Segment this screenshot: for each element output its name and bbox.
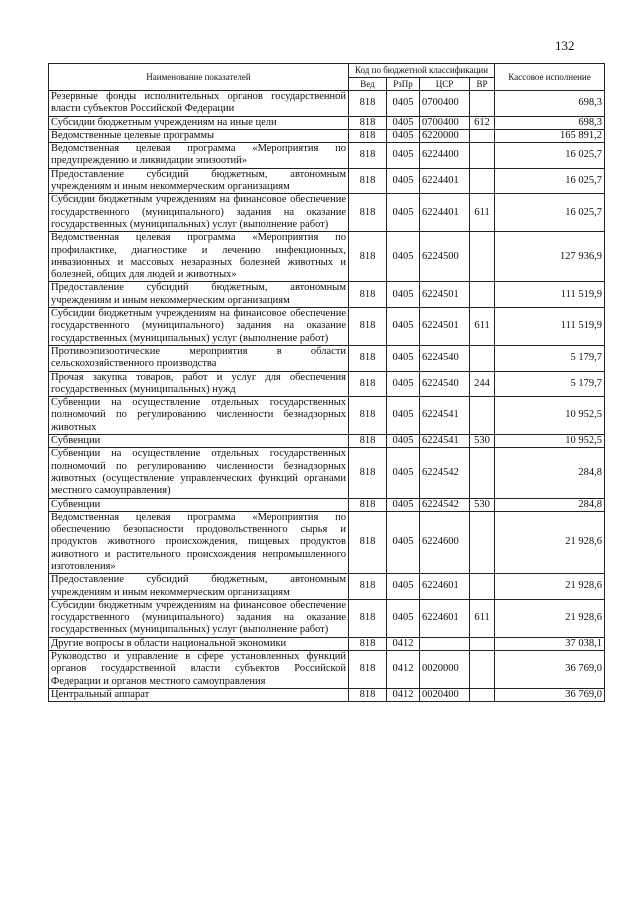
cell-rzpr: 0405	[387, 129, 420, 142]
cell-csr: 0020000	[420, 651, 470, 689]
header-csr: ЦСР	[420, 78, 470, 91]
cell-vr: 611	[470, 308, 495, 346]
cell-ved: 818	[349, 688, 387, 701]
table-row	[49, 116, 605, 129]
cell-vr	[470, 574, 495, 600]
cell-vr: 611	[470, 599, 495, 637]
table-row	[49, 143, 605, 169]
cell-csr: 6224542	[420, 498, 470, 511]
cell-vr	[470, 448, 495, 498]
cell-sum: 16 025,7	[495, 143, 605, 169]
cell-vr: 530	[470, 498, 495, 511]
cell-name: Субсидии бюджетным учреждениям на финансовое обеспечение государственного (муниципального) задания на оказание государственных (муниципальных) услуг (выполнение работ)	[49, 308, 349, 346]
cell-name: Ведомственная целевая программа «Мероприятия по профилактике, диагностике и лечению инфекционных, инвазионных и массовых незаразных болезней животных и болезней, общих для людей и животных»	[49, 232, 349, 282]
cell-csr: 6220000	[420, 129, 470, 142]
cell-csr: 6224601	[420, 599, 470, 637]
cell-ved: 818	[349, 397, 387, 435]
cell-csr: 6224540	[420, 345, 470, 371]
cell-csr: 6224501	[420, 308, 470, 346]
table-header	[49, 64, 605, 91]
cell-sum: 111 519,9	[495, 308, 605, 346]
cell-vr: 612	[470, 116, 495, 129]
header-name: Наименование показателей	[49, 64, 349, 91]
cell-rzpr: 0412	[387, 651, 420, 689]
cell-ved: 818	[349, 91, 387, 117]
header-code-group: Код по бюджетной классификации	[349, 64, 495, 78]
cell-rzpr: 0405	[387, 308, 420, 346]
cell-vr	[470, 282, 495, 308]
cell-sum: 10 952,5	[495, 397, 605, 435]
table-row	[49, 129, 605, 142]
cell-name: Центральный аппарат	[49, 688, 349, 701]
cell-ved: 818	[349, 435, 387, 448]
cell-vr	[470, 143, 495, 169]
cell-ved: 818	[349, 448, 387, 498]
table-row	[49, 435, 605, 448]
table-row	[49, 448, 605, 498]
cell-sum: 21 928,6	[495, 511, 605, 573]
cell-name: Субсидии бюджетным учреждениям на финансовое обеспечение государственного (муниципального) задания на оказание государственных (муниципальных) услуг (выполнение работ)	[49, 599, 349, 637]
table-row	[49, 651, 605, 689]
cell-csr: 6224541	[420, 397, 470, 435]
table-row	[49, 168, 605, 194]
table-row	[49, 498, 605, 511]
cell-csr: 6224401	[420, 194, 470, 232]
cell-sum: 21 928,6	[495, 599, 605, 637]
cell-csr: 6224401	[420, 168, 470, 194]
table-row	[49, 282, 605, 308]
table-body	[49, 91, 605, 702]
cell-ved: 818	[349, 637, 387, 650]
table-row	[49, 637, 605, 650]
cell-rzpr: 0405	[387, 435, 420, 448]
table-row	[49, 574, 605, 600]
cell-name: Субвенции на осуществление отдельных государственных полномочий по регулированию численности безнадзорных животных	[49, 397, 349, 435]
cell-vr	[470, 511, 495, 573]
header-ved: Вед	[349, 78, 387, 91]
cell-rzpr: 0405	[387, 448, 420, 498]
cell-sum: 698,3	[495, 91, 605, 117]
cell-name: Прочая закупка товаров, работ и услуг для обеспечения государственных (муниципальных) нужд	[49, 371, 349, 397]
cell-ved: 818	[349, 371, 387, 397]
cell-name: Противоэпизоотические мероприятия в области сельскохозяйственного производства	[49, 345, 349, 371]
table-row	[49, 397, 605, 435]
table-row	[49, 688, 605, 701]
cell-sum: 21 928,6	[495, 574, 605, 600]
cell-csr: 6224600	[420, 511, 470, 573]
cell-csr	[420, 637, 470, 650]
cell-sum: 5 179,7	[495, 345, 605, 371]
page-number: 132	[555, 38, 575, 53]
cell-name: Ведомственные целевые программы	[49, 129, 349, 142]
cell-csr: 0700400	[420, 91, 470, 117]
cell-rzpr: 0405	[387, 91, 420, 117]
cell-name: Другие вопросы в области национальной экономики	[49, 637, 349, 650]
cell-csr: 6224400	[420, 143, 470, 169]
table-row	[49, 371, 605, 397]
cell-sum: 37 038,1	[495, 637, 605, 650]
cell-vr: 244	[470, 371, 495, 397]
cell-vr	[470, 651, 495, 689]
cell-ved: 818	[349, 129, 387, 142]
cell-rzpr: 0405	[387, 282, 420, 308]
cell-csr: 0700400	[420, 116, 470, 129]
cell-ved: 818	[349, 599, 387, 637]
cell-rzpr: 0405	[387, 498, 420, 511]
cell-name: Субвенции на осуществление отдельных государственных полномочий по регулированию численности безнадзорных животных (осуществление управленческих функций органами местного самоуправления)	[49, 448, 349, 498]
cell-ved: 818	[349, 651, 387, 689]
cell-rzpr: 0405	[387, 143, 420, 169]
cell-sum: 284,8	[495, 498, 605, 511]
cell-vr	[470, 91, 495, 117]
table-row	[49, 91, 605, 117]
table-row	[49, 194, 605, 232]
cell-rzpr: 0405	[387, 232, 420, 282]
cell-csr: 0020400	[420, 688, 470, 701]
cell-vr	[470, 129, 495, 142]
cell-ved: 818	[349, 574, 387, 600]
cell-sum: 36 769,0	[495, 651, 605, 689]
cell-sum: 5 179,7	[495, 371, 605, 397]
cell-sum: 165 891,2	[495, 129, 605, 142]
cell-name: Субвенции	[49, 498, 349, 511]
cell-vr	[470, 688, 495, 701]
cell-sum: 36 769,0	[495, 688, 605, 701]
cell-sum: 16 025,7	[495, 194, 605, 232]
cell-name: Ведомственная целевая программа «Мероприятия по предупреждению и ликвидации эпизоотий»	[49, 143, 349, 169]
cell-name: Субсидии бюджетным учреждениям на иные цели	[49, 116, 349, 129]
cell-ved: 818	[349, 168, 387, 194]
cell-vr	[470, 168, 495, 194]
cell-csr: 6224501	[420, 282, 470, 308]
cell-name: Предоставление субсидий бюджетным, автономным учреждениям и иным некоммерческим организациям	[49, 282, 349, 308]
cell-csr: 6224541	[420, 435, 470, 448]
cell-rzpr: 0405	[387, 397, 420, 435]
cell-ved: 818	[349, 282, 387, 308]
cell-csr: 6224542	[420, 448, 470, 498]
cell-sum: 127 936,9	[495, 232, 605, 282]
cell-csr: 6224601	[420, 574, 470, 600]
cell-vr	[470, 637, 495, 650]
cell-rzpr: 0405	[387, 511, 420, 573]
cell-rzpr: 0405	[387, 574, 420, 600]
cell-name: Резервные фонды исполнительных органов государственной власти субъектов Российской Федерации	[49, 91, 349, 117]
cell-rzpr: 0405	[387, 116, 420, 129]
cell-ved: 818	[349, 308, 387, 346]
cell-ved: 818	[349, 232, 387, 282]
table-row	[49, 232, 605, 282]
cell-ved: 818	[349, 345, 387, 371]
cell-name: Руководство и управление в сфере установленных функций органов государственной власти субъектов Российской Федерации и органов местного самоуправления	[49, 651, 349, 689]
cell-vr	[470, 345, 495, 371]
budget-table	[48, 63, 605, 702]
cell-ved: 818	[349, 498, 387, 511]
table-row	[49, 345, 605, 371]
cell-rzpr: 0405	[387, 371, 420, 397]
header-cash: Кассовое исполнение	[495, 64, 605, 91]
cell-rzpr: 0405	[387, 599, 420, 637]
header-vr: ВР	[470, 78, 495, 91]
cell-sum: 10 952,5	[495, 435, 605, 448]
cell-vr	[470, 397, 495, 435]
cell-sum: 284,8	[495, 448, 605, 498]
table-row	[49, 511, 605, 573]
cell-vr	[470, 232, 495, 282]
cell-sum: 111 519,9	[495, 282, 605, 308]
cell-name: Предоставление субсидий бюджетным, автономным учреждениям и иным некоммерческим организациям	[49, 168, 349, 194]
cell-rzpr: 0412	[387, 688, 420, 701]
cell-ved: 818	[349, 143, 387, 169]
cell-rzpr: 0405	[387, 168, 420, 194]
cell-csr: 6224540	[420, 371, 470, 397]
cell-ved: 818	[349, 116, 387, 129]
cell-ved: 818	[349, 194, 387, 232]
table-row	[49, 308, 605, 346]
cell-rzpr: 0412	[387, 637, 420, 650]
cell-name: Субвенции	[49, 435, 349, 448]
table-row	[49, 599, 605, 637]
cell-vr: 611	[470, 194, 495, 232]
cell-sum: 16 025,7	[495, 168, 605, 194]
cell-rzpr: 0405	[387, 345, 420, 371]
cell-csr: 6224500	[420, 232, 470, 282]
cell-name: Субсидии бюджетным учреждениям на финансовое обеспечение государственного (муниципального) задания на оказание государственных (муниципальных) услуг (выполнение работ)	[49, 194, 349, 232]
cell-sum: 698,3	[495, 116, 605, 129]
header-rzpr: РзПр	[387, 78, 420, 91]
cell-rzpr: 0405	[387, 194, 420, 232]
cell-name: Предоставление субсидий бюджетным, автономным учреждениям и иным некоммерческим организациям	[49, 574, 349, 600]
cell-vr: 530	[470, 435, 495, 448]
cell-name: Ведомственная целевая программа «Мероприятия по обеспечению безопасности продовольственного сырья и продуктов животного происхождения, пищевых продуктов животного и растительного происхождения непромышленного изготовления»	[49, 511, 349, 573]
cell-ved: 818	[349, 511, 387, 573]
